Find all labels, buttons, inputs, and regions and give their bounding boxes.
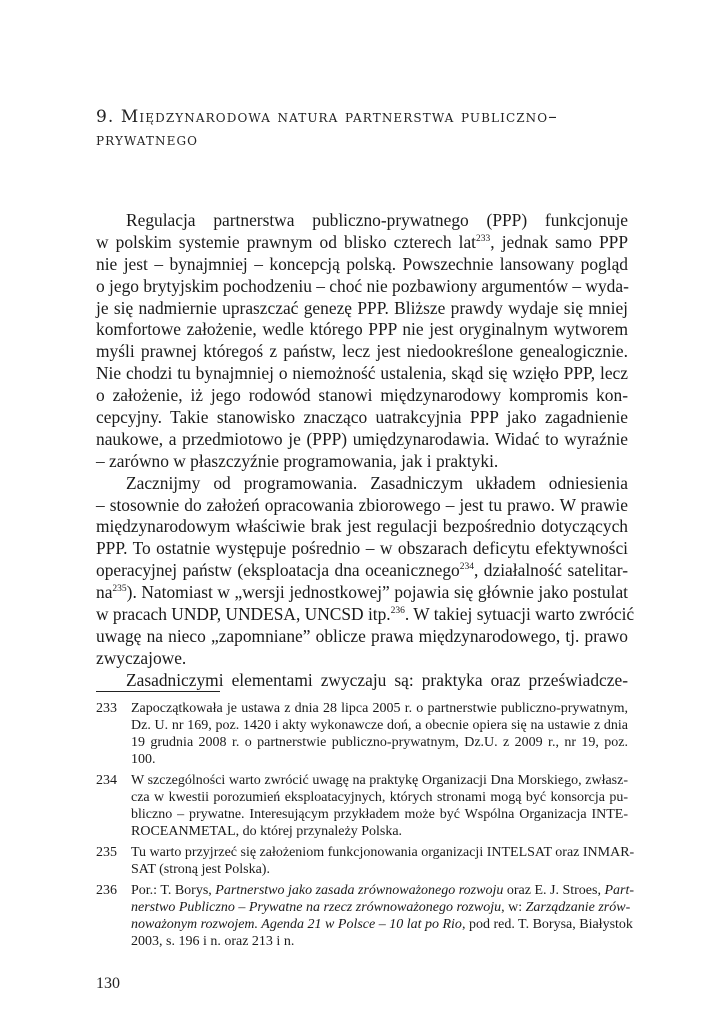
- footnote-number: 235: [96, 845, 117, 860]
- footnote-ref[interactable]: 236: [390, 606, 405, 617]
- text-line: PPP. To ostatnie występuje pośrednio – w obszarach deficytu efektywności: [96, 538, 628, 559]
- footnote-line: W szczególności warto zwrócić uwagę na praktykę Organizacji Dna Morskiego, zwłasz-: [131, 773, 628, 788]
- footnote: [96, 844, 635, 878]
- text-line: cepcyjny. Takie stanowisko znacząco uatrakcyjnia PPP jako zagadnienie: [96, 407, 628, 428]
- text-line: – zarówno w płaszczyźnie programowania, jak i praktyki.: [96, 450, 499, 471]
- text-line: międzynarodowym właściwie brak jest regulacji bezpośrednio dotyczących: [96, 516, 628, 537]
- text-line: operacyjnej państw (eksploatacja dna oceanicznego$^{234}$, działalność satelitar-: [96, 560, 628, 581]
- text-line: o jego brytyjskim pochodzeniu – choć nie pozbawiony argumentów – wyda-: [96, 275, 629, 296]
- text-line: w pracach UNDP, UNDESA, UNCSD itp.$^{236}$. W takiej sytuacji warto zwrócić: [96, 604, 635, 625]
- page-number: 130: [96, 975, 120, 992]
- heading-line: 9. Międzynarodowa natura partnerstwa publiczno–: [96, 107, 558, 127]
- footnote-number: 234: [96, 773, 117, 788]
- text-line: nie jest – bynajmniej – koncepcją polską. Powszechnie lansowany pogląd: [96, 253, 628, 274]
- footnote-line: cza w kwestii porozumień eksploatacyjnych, których stronami mogą być konsorcja pu-: [131, 790, 628, 805]
- footnote-line: noważonym rozwojem. Agenda 21 w Polsce – 10 lat po Rio, pod red. T. Borysa, Białystok: [131, 917, 633, 932]
- text-line: – stosownie do założeń opracowania zbiorowego – jest tu prawo. W prawie: [96, 494, 628, 515]
- footnote: [96, 700, 628, 768]
- text-line: je się nadmiernie upraszczać genezę PPP. Bliższe prawdy wydaje się mniej: [96, 297, 628, 318]
- footnote-number: 233: [96, 701, 117, 716]
- footnote-line: Dz. U. nr 169, poz. 1420 i akty wykonawcze doń, a obecnie opiera się na ustawie z dnia: [131, 718, 628, 733]
- text-line: komfortowe założenie, wedle którego PPP nie jest oryginalnym wytworem: [96, 319, 628, 340]
- footnote: [96, 772, 628, 840]
- footnote-line: Tu warto przyjrzeć się założeniom funkcjonowania organizacji INTELSAT oraz INMAR-: [131, 845, 635, 860]
- text-line: naukowe, a przedmiotowo je (PPP) umiędzynarodawia. Widać to wyraźnie: [96, 428, 628, 449]
- text-line: myśli prawnej któregoś z państw, lecz jest niedookreślone genealogicznie.: [96, 341, 628, 362]
- footnote-line: 2003, s. 196 i n. oraz 213 i n.: [131, 934, 295, 949]
- chapter-heading: [96, 106, 636, 152]
- text-line: Nie chodzi tu bynajmniej o niemożność ustalenia, skąd się wzięło PPP, lecz: [96, 363, 628, 384]
- text-line: uwagę na nieco „zapomniane” oblicze prawa międzynarodowego, tj. prawo: [96, 625, 628, 646]
- footnote-ref[interactable]: 233: [476, 233, 491, 244]
- text-line: $na^{235}$). Natomiast w „wersji jednostkowej” pojawia się głównie jako postulat: [96, 582, 628, 603]
- footnote-number: 236: [96, 883, 117, 898]
- text-line: zwyczajowe.: [96, 647, 187, 668]
- footnote-separator: [96, 691, 220, 692]
- text-line: o założenie, iż jego rodowód stanowi międzynarodowy kompromis kon-: [96, 385, 628, 406]
- footnote-line: SAT (stroną jest Polska).: [131, 862, 270, 877]
- text-line: w polskim systemie prawnym od blisko czterech lat$^{233}$, jednak samo PPP: [96, 231, 628, 252]
- text-line: Regulacja partnerstwa publiczno-prywatnego (PPP) funkcjonuje: [126, 210, 628, 230]
- footnote-line: Por.: T. Borys, Partnerstwo jako zasada zrównoważonego rozwoju oraz E. J. Stroes, Part-: [131, 883, 635, 898]
- footnotes: [96, 700, 635, 954]
- heading-line: prywatnego: [96, 130, 199, 150]
- footnote-line: ROCEANMETAL, do której przynależy Polska.: [131, 824, 403, 839]
- text-line: Zacznijmy od programowania. Zasadniczym układem odniesienia: [126, 472, 628, 493]
- text-line: Zasadniczymi elementami zwyczaju są: praktyka oraz przeświadcze-: [126, 669, 628, 690]
- footnote-line: 100.: [131, 752, 156, 767]
- footnote-line: Zapoczątkowała je ustawa z dnia 28 lipca 2005 r. o partnerstwie publiczno-prywatnym,: [131, 701, 628, 716]
- footnote-ref[interactable]: 234: [459, 562, 474, 573]
- footnote: [96, 882, 635, 950]
- footnote-line: bliczno – prywatne. Interesującym przykładem może być Wspólna Organizacja INTE-: [131, 807, 628, 822]
- body-text: [96, 210, 635, 692]
- footnote-ref[interactable]: 235: [112, 584, 127, 595]
- footnote-line: nerstwo Publiczno – Prywatne na rzecz zrównoważonego rozwoju, w: Zarządzanie zrów-: [131, 900, 631, 915]
- footnote-line: 19 grudnia 2008 r. o partnerstwie publiczno-prywatnym, Dz.U. z 2009 r., nr 19, poz.: [131, 735, 628, 750]
